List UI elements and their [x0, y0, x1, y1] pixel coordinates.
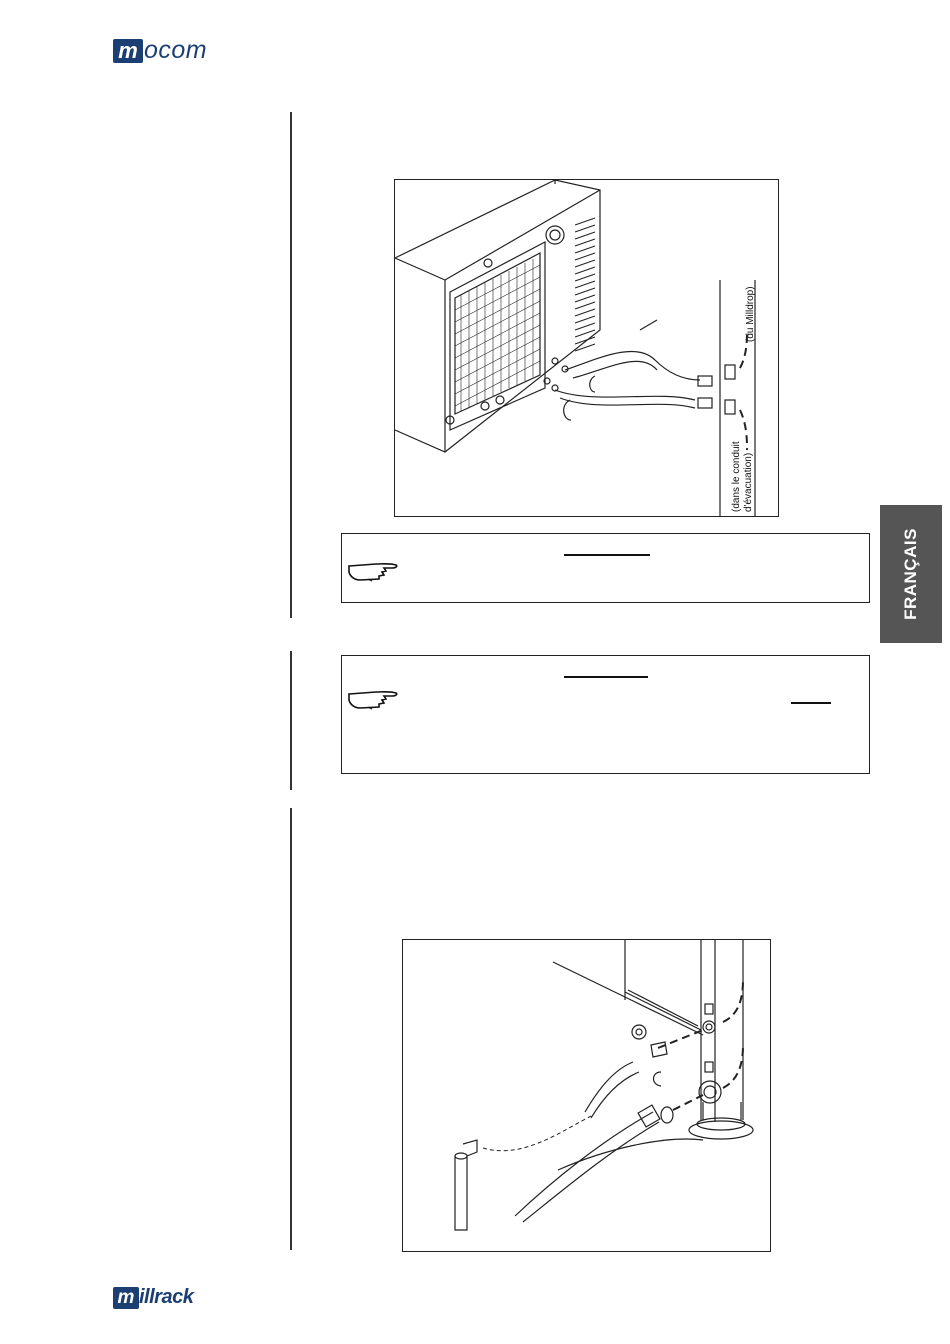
label-drain-line-1: (dans le conduit: [731, 441, 742, 512]
millrack-logo: [113, 1286, 193, 1309]
figure-rear-connections: [394, 179, 779, 517]
figure-drain-connection: [402, 939, 771, 1252]
notice-2-title-rule: [564, 676, 648, 678]
notice-1-title-rule: [564, 554, 650, 556]
label-from-milldrop: (du Milldrop): [745, 286, 756, 342]
millrack-logo-text: illrack: [139, 1286, 194, 1308]
pointing-hand-icon: [346, 558, 400, 589]
notice-2-emphasis-rule: [791, 702, 831, 704]
margin-rule-2: [290, 651, 292, 790]
millrack-logo-mark: m: [113, 1287, 139, 1309]
margin-rule-3: [290, 808, 292, 1250]
notice-box-2: [341, 655, 870, 774]
language-tab-label: FRANÇAIS: [901, 528, 920, 620]
label-drain-line-2: d'évacuation): [743, 452, 754, 512]
language-tab[interactable]: [880, 505, 942, 643]
margin-rule-1: [290, 112, 292, 618]
mocom-logo: [113, 36, 207, 65]
mocom-logo-text: ocom: [144, 36, 208, 64]
drain-connection-drawing: [403, 940, 770, 1251]
notice-box-1: [341, 533, 870, 603]
pointing-hand-icon: [346, 686, 400, 717]
rear-connections-drawing: [395, 180, 778, 516]
mocom-logo-mark: m: [113, 39, 143, 63]
